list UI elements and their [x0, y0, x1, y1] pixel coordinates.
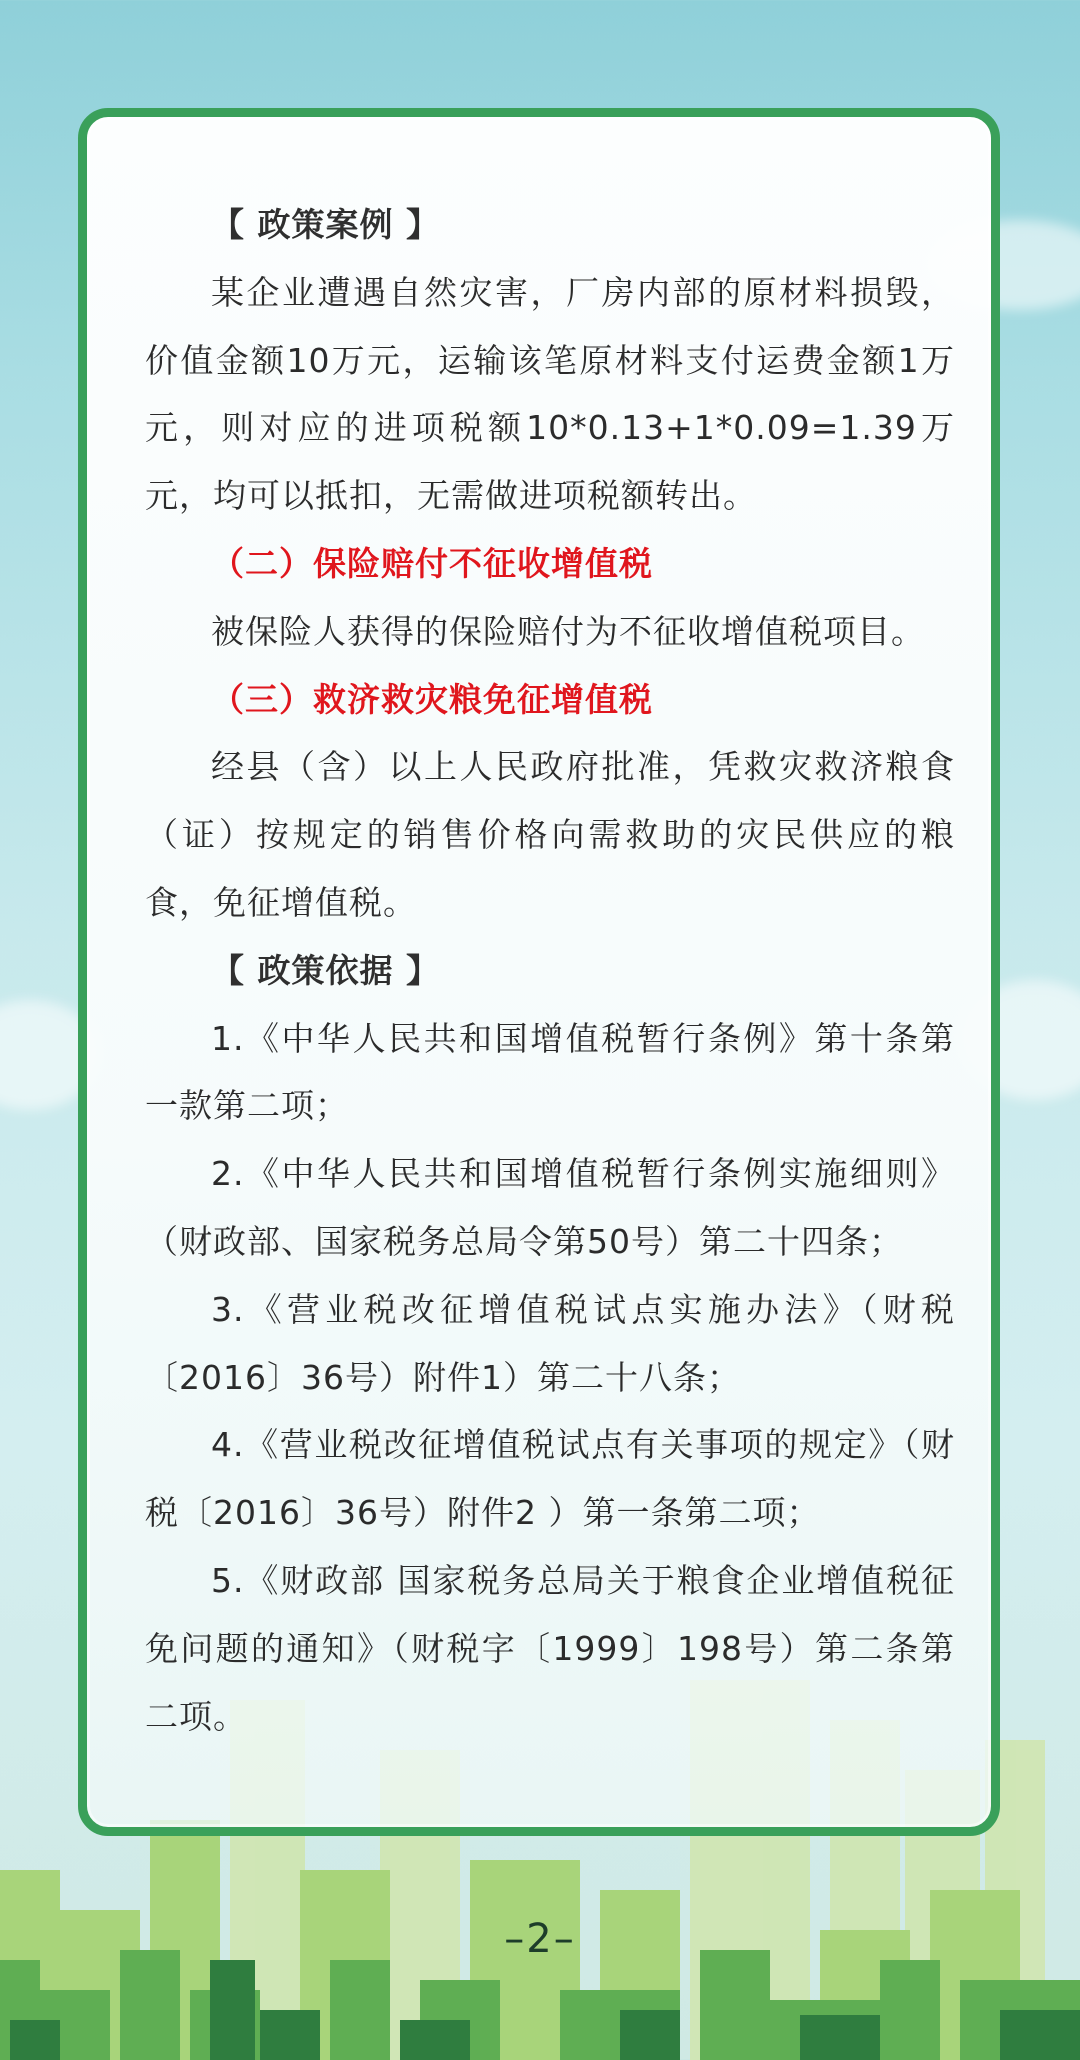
- case-paragraph: 某企业遭遇自然灾害，厂房内部的原材料损毁，价值金额10万元，运输该笔原材料支付运费金额1万元，则对应的进项税额10*0.13+1*0.09=1.39万元，均可以抵扣，无需做进项税额转出。: [145, 272, 955, 516]
- basis-item-5: 5.《财政部 国家税务总局关于粮食企业增值税征免问题的通知》（财税字〔1999〕198号）第二条第二项。: [145, 1560, 955, 1736]
- article-body: [145, 191, 955, 1750]
- basis-item-3: 3.《营业税改征增值税试点实施办法》（财税〔2016〕36号）附件1）第二十八条；: [145, 1289, 955, 1397]
- basis-item-2: 2.《中华人民共和国增值税暂行条例实施细则》（财政部、国家税务总局令第50号）第二十四条；: [145, 1154, 955, 1261]
- insurance-paragraph: 被保险人获得的保险赔付为不征收增值税项目。: [211, 611, 925, 651]
- section-heading-policy-basis: 【 政策依据 】: [211, 950, 440, 990]
- relief-grain-paragraph: 经县（含）以上人民政府批准，凭救灾救济粮食（证）按规定的销售价格向需救助的灾民供应的粮食，免征增值税。: [145, 747, 955, 922]
- subheading-insurance-compensation: （二）保险赔付不征收增值税: [211, 543, 653, 583]
- content-card: [78, 108, 1000, 1836]
- basis-item-1: 1.《中华人民共和国增值税暂行条例》第十条第一款第二项；: [145, 1018, 955, 1126]
- section-heading-policy-case: 【 政策案例 】: [211, 205, 440, 244]
- subheading-relief-grain: （三）救济救灾粮免征增值税: [211, 679, 653, 719]
- page-number: –2–: [504, 1916, 576, 1962]
- basis-item-4: 4.《营业税改征增值税试点有关事项的规定》（财税〔2016〕36号）附件2 ）第一条第二项；: [145, 1425, 955, 1533]
